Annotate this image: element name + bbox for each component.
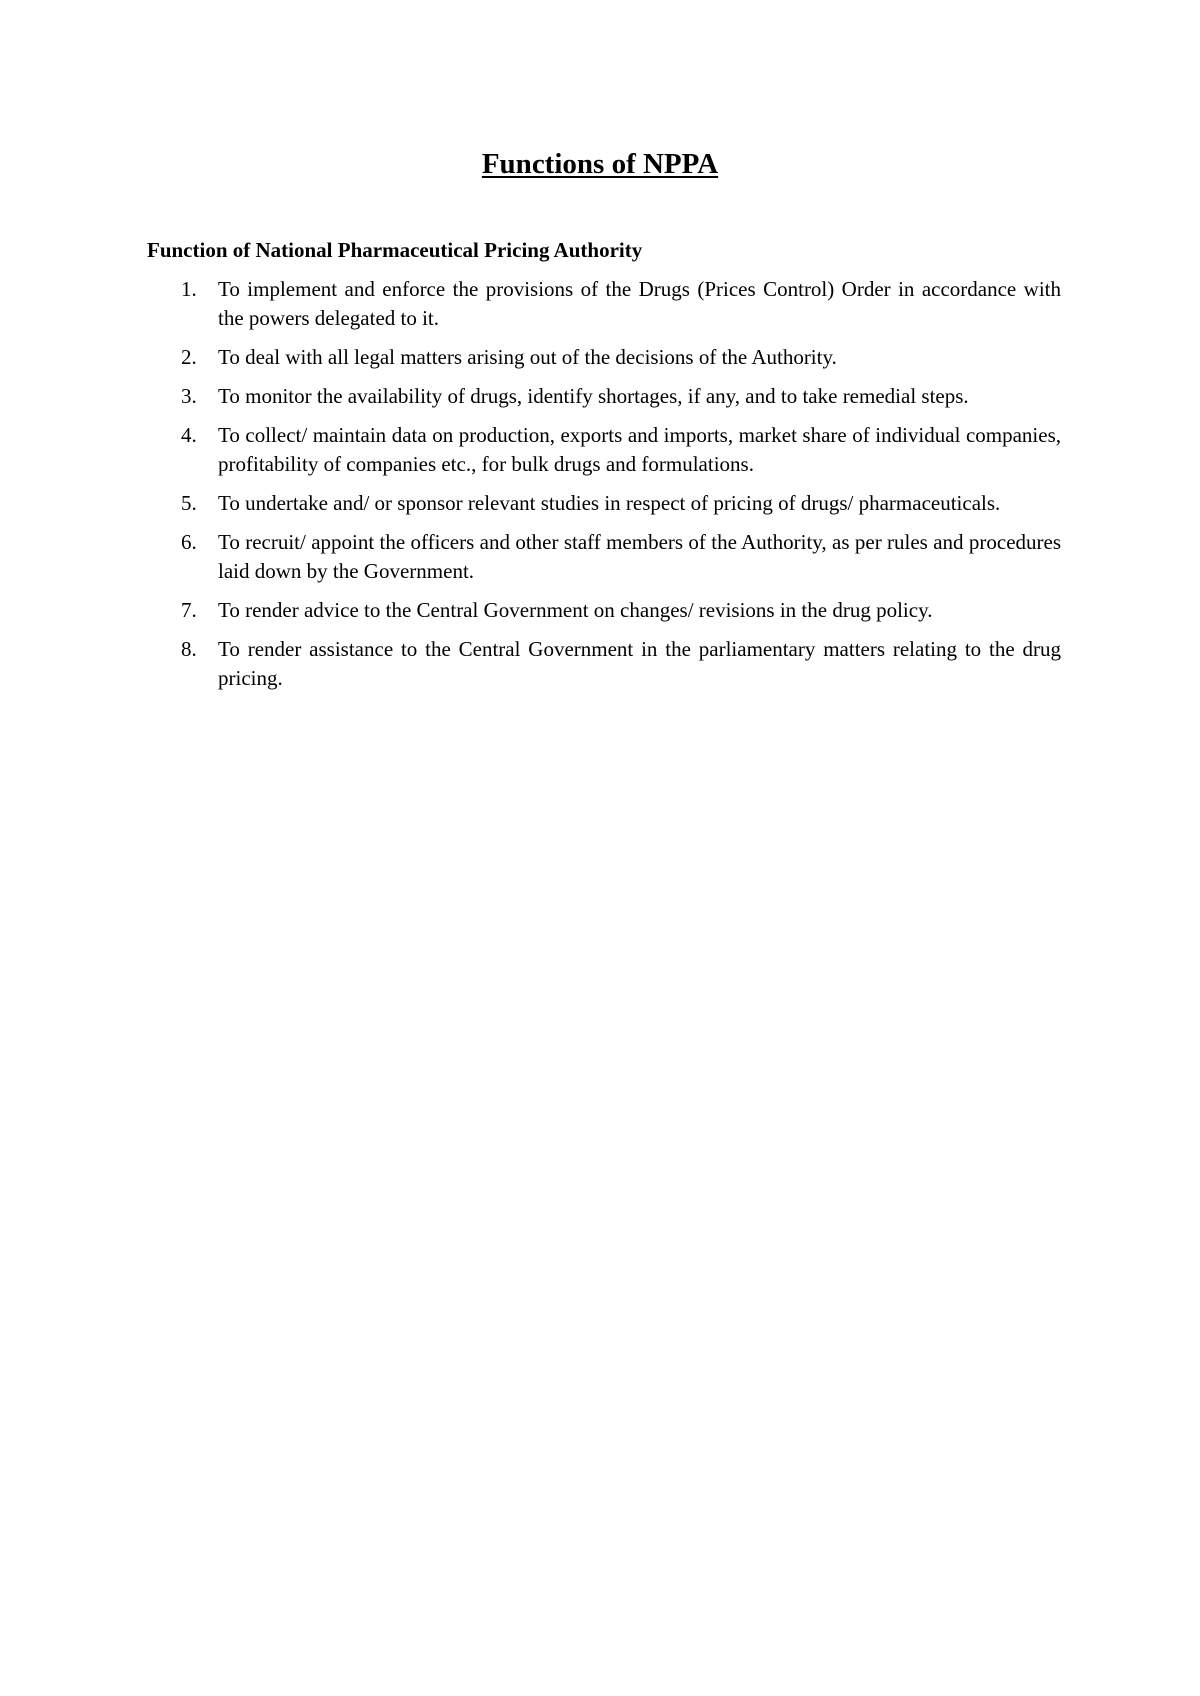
document-title: Functions of NPPA bbox=[481, 148, 719, 180]
list-item-text: To collect/ maintain data on production, exports and imports, market share of individual companies, profitability of companies etc., for bulk drugs and formulations. bbox=[218, 423, 1061, 476]
list-item-number: 5. bbox=[181, 491, 197, 515]
functions-list bbox=[147, 275, 1061, 703]
list-item bbox=[147, 596, 1061, 625]
list-item-number: 8. bbox=[181, 637, 197, 661]
section-heading: Function of National Pharmaceutical Pricing Authority bbox=[147, 238, 643, 262]
list-item-text: To recruit/ appoint the officers and other staff members of the Authority, as per rules and procedures laid down by the Government. bbox=[218, 530, 1061, 583]
list-item-text: To monitor the availability of drugs, identify shortages, if any, and to take remedial steps. bbox=[218, 384, 969, 408]
list-item-text: To render advice to the Central Government on changes/ revisions in the drug policy. bbox=[218, 598, 933, 622]
list-item-number: 4. bbox=[181, 423, 197, 447]
list-item bbox=[147, 382, 1061, 411]
list-item-text: To deal with all legal matters arising out of the decisions of the Authority. bbox=[218, 345, 837, 369]
list-item bbox=[147, 275, 1061, 333]
list-item-number: 6. bbox=[181, 530, 197, 554]
list-item-text: To render assistance to the Central Government in the parliamentary matters relating to the drug pricing. bbox=[218, 637, 1061, 690]
list-item bbox=[147, 528, 1061, 586]
list-item bbox=[147, 343, 1061, 372]
list-item bbox=[147, 489, 1061, 518]
list-item-number: 1. bbox=[181, 277, 197, 301]
list-item bbox=[147, 635, 1061, 693]
list-item-text: To undertake and/ or sponsor relevant studies in respect of pricing of drugs/ pharmaceuticals. bbox=[218, 491, 1001, 515]
list-item bbox=[147, 421, 1061, 479]
list-item-number: 2. bbox=[181, 345, 197, 369]
list-item-number: 3. bbox=[181, 384, 197, 408]
list-item-text: To implement and enforce the provisions of the Drugs (Prices Control) Order in accordance with the powers delegated to it. bbox=[218, 277, 1061, 330]
list-item-number: 7. bbox=[181, 598, 197, 622]
